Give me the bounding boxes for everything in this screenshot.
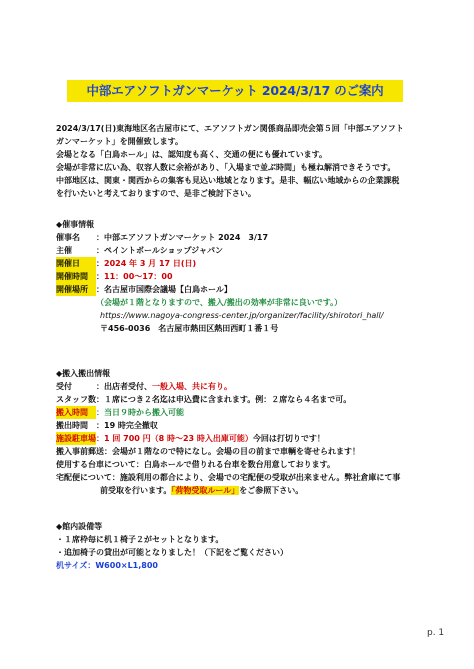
event-venue-value: ：名古屋市国際会議場【白鳥ホール】 xyxy=(96,285,232,294)
desk-size: 机サイズ：W600×L1,800 xyxy=(56,561,158,570)
loadout-value: ：19 時完全撤収 xyxy=(96,421,158,430)
event-venue-row xyxy=(56,283,383,296)
event-name-value: ：中部エアソフトガンマーケット 2024 3/17 xyxy=(96,233,269,242)
intro-line: 会場となる「白鳥ホール」は、認知度も高く、交通の便にも優れています。 xyxy=(56,150,328,159)
loadin-label: 搬入時間 xyxy=(56,406,96,419)
reception-label: 受付 xyxy=(56,382,72,391)
page-number: p. 1 xyxy=(427,628,445,638)
venue-url-link[interactable]: https://www.nagoya-congress-center.jp/organizer/facility/shirotori_hall/ xyxy=(100,311,384,320)
courier-line2-post: をご参照下さい。 xyxy=(239,486,304,495)
event-time-label: 開催時間 xyxy=(56,270,96,283)
reception-row xyxy=(56,380,400,393)
event-time-prefix: ： xyxy=(96,272,104,281)
intro-line: ガンマーケット」を開催致します。 xyxy=(56,137,183,146)
event-info-section xyxy=(56,218,383,335)
reception-note: 一般入場、共に有り。 xyxy=(152,382,232,391)
event-venue-note: （会場が１階となりますので、搬入/搬出の効率が非常に良いです。） xyxy=(96,298,343,307)
courier-line: 宅配便について：施設利用の都合により、会場での宅配便の受取が出来ません。弊社倉庫にて事 xyxy=(56,473,401,482)
event-time-value: 11：00～17：00 xyxy=(104,272,173,281)
intro-line: 会場が非常に広い為、収容人数に余裕があり、「入場まで並ぶ時間」も極ね解消できそうです。 xyxy=(56,163,396,172)
courier-line-continued xyxy=(56,484,400,497)
event-name-row xyxy=(56,231,383,244)
parking-note: 今回は打切りです！ xyxy=(252,434,325,443)
courier-line2-pre: 前受取を行います。 xyxy=(100,486,172,495)
logistics-heading: ◆搬入搬出情報 xyxy=(56,369,111,378)
loadin-row xyxy=(56,406,400,419)
intro-line: 中部地区は、関東・関西からの集客も見込い地域となります。是非、幅広い地域からの企業課税 xyxy=(56,176,400,185)
event-date-label: 開催日 xyxy=(56,257,96,270)
event-host-value: ：ペイントボールショップジャパン xyxy=(96,246,223,255)
event-time-row xyxy=(56,270,383,283)
parking-label: 施設駐車場 xyxy=(56,434,96,443)
intro-line: を行いたいと考えておりますので、是非ご検討下さい。 xyxy=(56,189,256,198)
facility-heading: ◆館内設備等 xyxy=(56,522,103,531)
venue-address: 〒456-0036 名古屋市熱田区熱田西町１番１号 xyxy=(100,324,279,333)
event-date-value: 2024 年 3 月 17 日(日) xyxy=(104,259,197,268)
facility-section xyxy=(56,520,288,572)
page-title: 中部エアソフトガンマーケット 2024/3/17 のご案内 xyxy=(67,80,403,102)
loadin-value: ：当日９時から搬入可能 xyxy=(96,408,184,417)
staff-count-line: スタッフ数：１席につき２名迄は申込費に含まれます。例：２席なら４名まで可。 xyxy=(56,395,352,404)
event-host-label: 主催 xyxy=(56,246,72,255)
loadout-row xyxy=(56,419,400,432)
parking-row xyxy=(56,432,400,445)
parking-value: ：1 回 700 円（8 時～23 時入出庫可能） xyxy=(96,434,253,443)
logistics-section xyxy=(56,367,400,497)
event-host-row xyxy=(56,244,383,257)
intro-paragraph xyxy=(56,122,404,200)
reception-value: ：出店者受付、 xyxy=(96,382,152,391)
facility-line: ・１席枠毎に机１椅子２がセットとなります。 xyxy=(56,535,224,544)
advance-shipping-line: 搬入事前郵送：会場が１階なので特になし。会場の目の前まで車輌を寄せられます！ xyxy=(56,447,360,456)
package-rules-link[interactable]: 「荷物受取ルール」 xyxy=(171,486,240,495)
cart-line: 使用する台車について：白鳥ホールで借りれる台車を数台用意しております。 xyxy=(56,460,336,469)
event-name-label: 催事名 xyxy=(56,233,80,242)
intro-line: 2024/3/17(日)東海地区名古屋市にて、エアソフトガン関係商品即売会第５回「中部エアソフト xyxy=(56,124,404,133)
facility-line: ・追加椅子の貸出が可能となりました！（下記をご覧ください） xyxy=(56,548,288,557)
event-heading: ◆催事情報 xyxy=(56,220,95,229)
event-date-row xyxy=(56,257,383,270)
event-date-prefix: ： xyxy=(96,259,104,268)
event-venue-label: 開催場所 xyxy=(56,283,96,296)
loadout-label: 搬出時間 xyxy=(56,421,88,430)
